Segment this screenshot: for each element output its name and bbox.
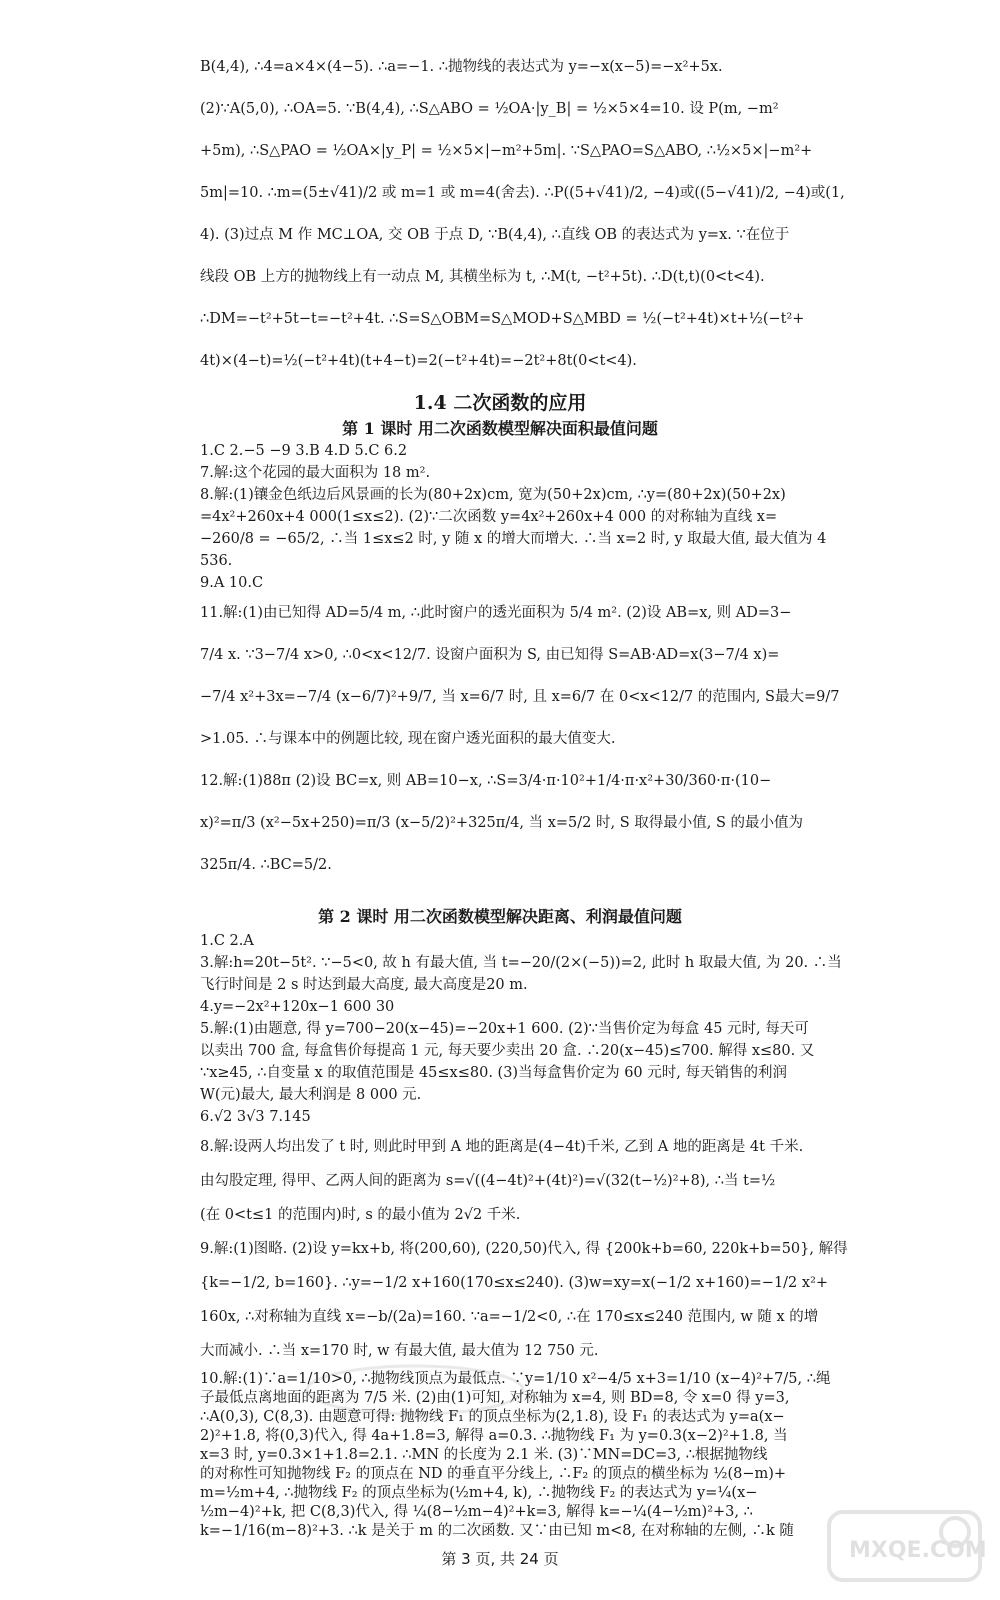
answer-block-lesson1-b [200, 592, 840, 886]
text-line: =4x²+260x+4 000(1≤x≤2). (2)∵二次函数 y=4x²+260x+4 000 的对称轴为直线 x= [200, 509, 778, 525]
text-line: x=3 时, y=0.3×1+1.8=2.1. ∴MN 的长度为 2.1 米. (3)∵MN=DC=3, ∴根据抛物线 [200, 1447, 768, 1463]
text-line: ∴DM=−t²+5t−t=−t²+4t. ∴S=S△OBM=S△MOD+S△MBD = ½(−t²+4t)×t+½(−t²+ [200, 311, 805, 327]
text-line: 5m|=10. ∴m=(5±√41)/2 或 m=1 或 m=4(舍去). ∴P((5+√41)/2, −4)或((5−√41)/2, −4)或(1, [200, 185, 845, 201]
answer-block-lesson1-a [200, 440, 840, 594]
text-line: m=½m+4, ∴抛物线 F₂ 的顶点坐标为(½m+4, k), ∴抛物线 F₂ 的表达式为 y=¼(x− [200, 1485, 758, 1501]
text-line: −260/8 = −65/2, ∴当 1≤x≤2 时, y 随 x 的增大而增大. ∴当 x=2 时, y 取最大值, 最大值为 4 [200, 531, 827, 547]
text-line: 1.C 2.A [200, 933, 254, 949]
text-line: 5.解:(1)由题意, 得 y=700−20(x−45)=−20x+1 600. (2)∵当售价定为每盒 45 元时, 每天可 [200, 1021, 809, 1037]
text-line: ∴A(0,3), C(8,3). 由题意可得: 抛物线 F₁ 的顶点坐标为(2,1.8), 设 F₁ 的表达式为 y=a(x− [200, 1409, 785, 1425]
answer-block-parabola [200, 46, 845, 382]
text-line: 11.解:(1)由已知得 AD=5/4 m, ∴此时窗户的透光面积为 5/4 m². (2)设 AB=x, 则 AD=3− [200, 605, 792, 621]
answer-block-lesson2-b [200, 1130, 848, 1368]
faded-stamp-mark [300, 1360, 530, 1420]
text-line: 由勾股定理, 得甲、乙两人间的距离为 s=√((4−4t)²+(4t)²)=√(32(t−½)²+8), ∴当 t=½ [200, 1173, 776, 1189]
text-line: (在 0<t≤1 的范围内)时, s 的最小值为 2√2 千米. [200, 1207, 521, 1223]
text-line: 10.解:(1)∵a=1/10>0, ∴抛物线顶点为最低点. ∵y=1/10 x²−4/5 x+3=1/10 (x−4)²+7/5, ∴绳 [200, 1371, 831, 1387]
text-line: ∵x≥45, ∴自变量 x 的取值范围是 45≤x≤80. (3)当每盒售价定为 60 元时, 每天销售的利润 [200, 1065, 787, 1081]
text-line: +5m), ∴S△PAO = ½OA×|y_P| = ½×5×|−m²+5m|. ∵S△PAO=S△ABO, ∴½×5×|−m²+ [200, 143, 813, 159]
text-line: {k=−1/2, b=160}. ∴y=−1/2 x+160(170≤x≤240). (3)w=xy=x(−1/2 x+160)=−1/2 x²+ [200, 1275, 829, 1291]
text-line: −7/4 x²+3x=−7/4 (x−6/7)²+9/7, 当 x=6/7 时, 且 x=6/7 在 0<x<12/7 的范围内, S最大=9/7 [200, 689, 840, 705]
text-line: k=−1/16(m−8)²+3. ∴k 是关于 m 的二次函数. 又∵由已知 m<8, 在对称轴的左侧, ∴k 随 [200, 1523, 794, 1539]
text-line: 7.解:这个花园的最大面积为 18 m². [200, 465, 431, 481]
text-line: 飞行时间是 2 s 时达到最大高度, 最大高度是20 m. [200, 977, 528, 993]
lesson-2-title: 第 2 课时 用二次函数模型解决距离、利润最值问题 [318, 907, 682, 926]
text-line: 7/4 x. ∵3−7/4 x>0, ∴0<x<12/7. 设窗户面积为 S, 由已知得 S=AB·AD=x(3−7/4 x)= [200, 647, 780, 663]
text-line: 325π/4. ∴BC=5/2. [200, 857, 332, 873]
text-line: B(4,4), ∴4=a×4×(4−5). ∴a=−1. ∴抛物线的表达式为 y=−x(x−5)=−x²+5x. [200, 59, 723, 75]
text-line: 大而减小. ∴当 x=170 时, w 有最大值, 最大值为 12 750 元. [200, 1343, 599, 1359]
lesson-1-title: 第 1 课时 用二次函数模型解决面积最值问题 [342, 419, 658, 438]
watermark-logo [827, 1510, 987, 1582]
text-line: 的对称性可知抛物线 F₂ 的顶点在 ND 的垂直平分线上, ∴F₂ 的顶点的横坐标为 ½(8−m)+ [200, 1466, 787, 1482]
watermark-text: MXQE.COM [849, 1538, 987, 1563]
text-line: 9.A 10.C [200, 575, 264, 591]
section-title: 1.4 二次函数的应用 [413, 392, 587, 414]
text-line: 160x, ∴对称轴为直线 x=−b/(2a)=160. ∵a=−1/2<0, ∴在 170≤x≤240 范围内, w 随 x 的增 [200, 1309, 819, 1325]
answer-block-lesson2-a [200, 930, 840, 1128]
text-line: ½m−4)²+k, 把 C(8,3)代入, 得 ¼(8−½m−4)²+k=3, 解得 k=−¼(4−½m)²+3, ∴ [200, 1504, 753, 1520]
page-footer: 第 3 页, 共 24 页 [441, 1550, 559, 1568]
text-line: 4.y=−2x²+120x−1 600 30 [200, 999, 395, 1015]
text-line: 8.解:(1)镶金色纸边后风景画的长为(80+2x)cm, 宽为(50+2x)cm, ∴y=(80+2x)(50+2x) [200, 487, 786, 503]
text-line: x)²=π/3 (x²−5x+250)=π/3 (x−5/2)²+325π/4, 当 x=5/2 时, S 取得最小值, S 的最小值为 [200, 815, 804, 831]
text-line: W(元)最大, 最大利润是 8 000 元. [200, 1087, 422, 1103]
text-line: 536. [200, 553, 233, 569]
text-line: 12.解:(1)88π (2)设 BC=x, 则 AB=10−x, ∴S=3/4·π·10²+1/4·π·x²+30/360·π·(10− [200, 773, 772, 789]
text-line: 2)²+1.8, 将(0,3)代入, 得 4a+1.8=3, 解得 a=0.3. ∴抛物线 F₁ 为 y=0.3(x−2)²+1.8, 当 [200, 1428, 788, 1444]
text-line: 8.解:设两人均出发了 t 时, 则此时甲到 A 地的距离是(4−4t)千米, 乙到 A 地的距离是 4t 千米. [200, 1139, 804, 1155]
text-line: 线段 OB 上方的抛物线上有一动点 M, 其横坐标为 t, ∴M(t, −t²+5t). ∴D(t,t)(0<t<4). [200, 269, 765, 285]
text-line: 子最低点离地面的距离为 7/5 米. (2)由(1)可知, 对称轴为 x=4, 则 BD=8, 令 x=0 得 y=3, [200, 1390, 790, 1406]
text-line: 3.解:h=20t−5t². ∵−5<0, 故 h 有最大值, 当 t=−20/(2×(−5))=2, 此时 h 取最大值, 为 20. ∴当 [200, 955, 842, 971]
text-line: >1.05. ∴与课本中的例题比较, 现在窗户透光面积的最大值变大. [200, 731, 616, 747]
text-line: 1.C 2.−5 −9 3.B 4.D 5.C 6.2 [200, 443, 408, 459]
text-line: 4t)×(4−t)=½(−t²+4t)(t+4−t)=2(−t²+4t)=−2t²+8t(0<t<4). [200, 353, 637, 369]
text-line: 以卖出 700 盒, 每盒售价每提高 1 元, 每天要少卖出 20 盒. ∴20(x−45)≤700. 解得 x≤80. 又 [200, 1043, 815, 1059]
text-line: 4). (3)过点 M 作 MC⊥OA, 交 OB 于点 D, ∵B(4,4), ∴直线 OB 的表达式为 y=x. ∵在位于 [200, 227, 790, 243]
text-line: 6.√2 3√3 7.145 [200, 1109, 311, 1125]
text-line: 9.解:(1)图略. (2)设 y=kx+b, 将(200,60), (220,50)代入, 得 {200k+b=60, 220k+b=50}, 解得 [200, 1241, 848, 1257]
text-line: (2)∵A(5,0), ∴OA=5. ∵B(4,4), ∴S△ABO = ½OA·|y_B| = ½×5×4=10. 设 P(m, −m² [200, 101, 779, 117]
